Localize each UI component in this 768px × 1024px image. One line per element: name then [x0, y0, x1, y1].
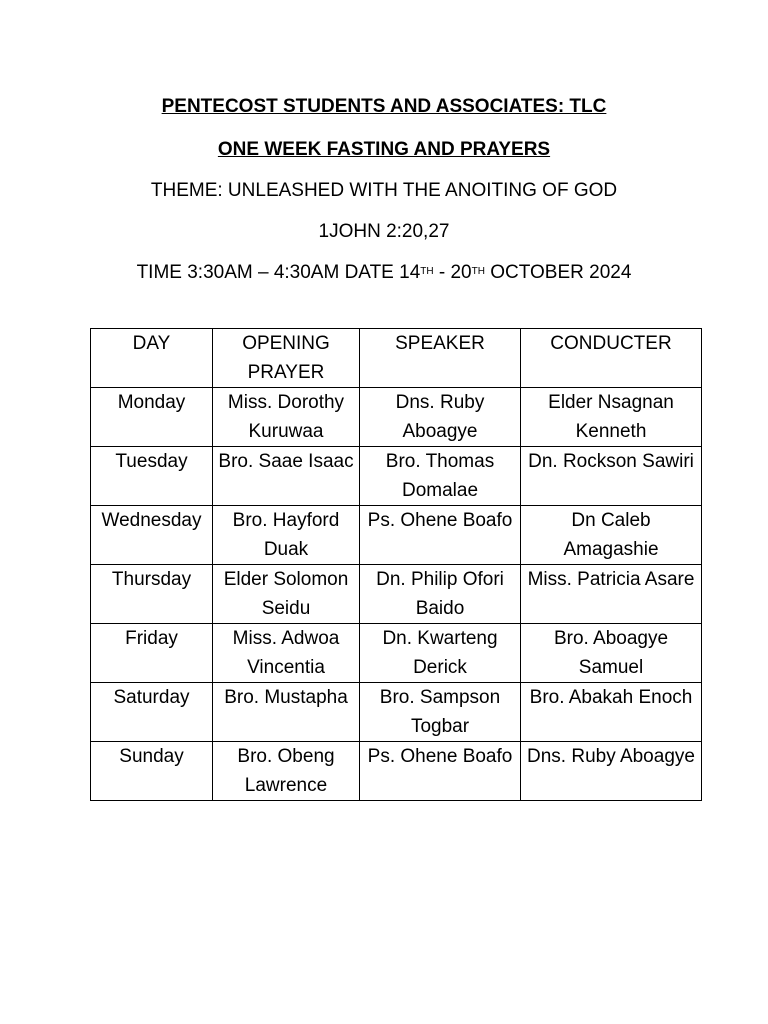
table-row: [91, 447, 702, 506]
cell-conducter: Miss. Patricia Asare: [521, 565, 702, 624]
cell-speaker: Ps. Ohene Boafo: [360, 742, 521, 801]
cell-day: Tuesday: [91, 447, 213, 506]
cell-day: Friday: [91, 624, 213, 683]
table-header-row: [91, 329, 702, 388]
date-dash: - 20: [433, 262, 472, 283]
table-row: [91, 624, 702, 683]
header-day: DAY: [91, 329, 213, 388]
table-row: [91, 683, 702, 742]
header-opening-prayer: OPENING PRAYER: [213, 329, 360, 388]
cell-conducter: Elder Nsagnan Kenneth: [521, 388, 702, 447]
cell-speaker: Dns. Ruby Aboagye: [360, 388, 521, 447]
cell-conducter: Dns. Ruby Aboagye: [521, 742, 702, 801]
cell-speaker: Bro. Sampson Togbar: [360, 683, 521, 742]
cell-day: Saturday: [91, 683, 213, 742]
cell-opening-prayer: Elder Solomon Seidu: [213, 565, 360, 624]
table-row: [91, 565, 702, 624]
cell-speaker: Dn. Philip Ofori Baido: [360, 565, 521, 624]
document-subtitle: ONE WEEK FASTING AND PRAYERS: [217, 139, 551, 160]
document-title: PENTECOST STUDENTS AND ASSOCIATES: TLC: [161, 96, 607, 117]
cell-speaker: Bro. Thomas Domalae: [360, 447, 521, 506]
table-row: [91, 388, 702, 447]
schedule-table: [90, 328, 702, 801]
time-text: TIME 3:30AM – 4:30AM DATE 14: [136, 262, 421, 283]
cell-conducter: Dn. Rockson Sawiri: [521, 447, 702, 506]
cell-opening-prayer: Miss. Dorothy Kuruwaa: [213, 388, 360, 447]
header-speaker: SPEAKER: [360, 329, 521, 388]
cell-opening-prayer: Bro. Mustapha: [213, 683, 360, 742]
cell-opening-prayer: Miss. Adwoa Vincentia: [213, 624, 360, 683]
cell-day: Monday: [91, 388, 213, 447]
cell-speaker: Dn. Kwarteng Derick: [360, 624, 521, 683]
date-start-suffix: TH: [420, 266, 434, 277]
date-end-suffix: TH: [471, 266, 485, 277]
cell-opening-prayer: Bro. Hayford Duak: [213, 506, 360, 565]
cell-opening-prayer: Bro. Saae Isaac: [213, 447, 360, 506]
cell-day: Thursday: [91, 565, 213, 624]
cell-day: Wednesday: [91, 506, 213, 565]
cell-conducter: Bro. Abakah Enoch: [521, 683, 702, 742]
cell-conducter: Dn Caleb Amagashie: [521, 506, 702, 565]
cell-conducter: Bro. Aboagye Samuel: [521, 624, 702, 683]
table-row: [91, 742, 702, 801]
scripture-reference: 1JOHN 2:20,27: [318, 221, 450, 242]
header-conducter: CONDUCTER: [521, 329, 702, 388]
table-row: [91, 506, 702, 565]
theme-line: THEME: UNLEASHED WITH THE ANOITING OF GOD: [150, 180, 618, 201]
cell-opening-prayer: Bro. Obeng Lawrence: [213, 742, 360, 801]
date-month-year: OCTOBER 2024: [484, 262, 632, 283]
cell-day: Sunday: [91, 742, 213, 801]
time-date-line: [0, 261, 768, 285]
cell-speaker: Ps. Ohene Boafo: [360, 506, 521, 565]
